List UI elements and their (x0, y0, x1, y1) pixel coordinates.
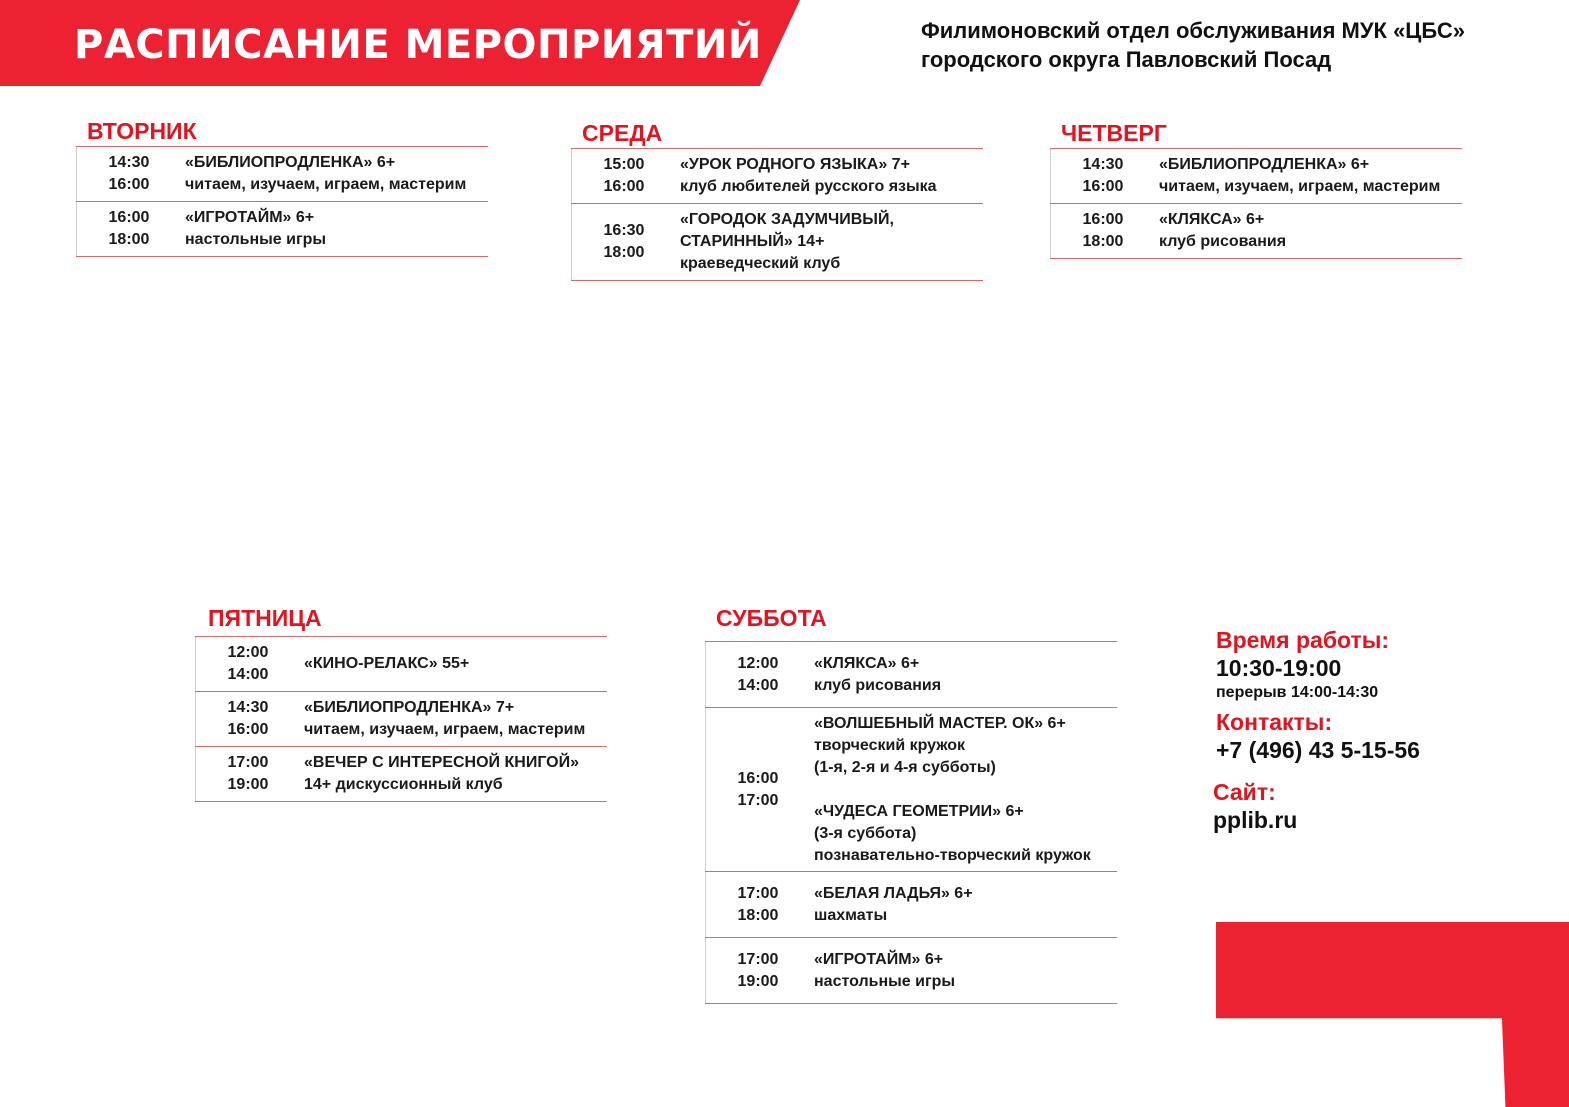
hours-label: Время работы: (1216, 627, 1390, 653)
schedule-list (195, 636, 607, 802)
day-title: ВТОРНИК (87, 118, 197, 144)
end-time: 14:00 (227, 666, 269, 683)
event-subtitle: настольные игры (814, 972, 956, 990)
event-title: «ИГРОТАЙМ» 6+ (185, 209, 315, 226)
event-description (810, 949, 955, 993)
schedule-row (76, 202, 488, 257)
organization-line-2: городского округа Павловский Посад (921, 47, 1332, 72)
schedule-row (571, 204, 983, 281)
schedule-list (705, 641, 1117, 1004)
schedule-list (1050, 148, 1462, 259)
info-panel (1213, 626, 1420, 834)
schedule-row (705, 938, 1117, 1004)
event-subtitle: читаем, изучаем, играем, мастерим (304, 721, 586, 738)
start-time: 17:00 (227, 754, 269, 771)
day-title: ПЯТНИЦА (208, 605, 322, 631)
event-subtitle: настольные игры (185, 231, 327, 248)
event-title: «ЧУДЕСА ГЕОМЕТРИИ» 6+ (814, 802, 1024, 820)
day-wednesday (571, 118, 983, 281)
site-link[interactable]: pplib.ru (1213, 807, 1298, 833)
event-subtitle: творческий кружок (814, 736, 965, 754)
break-text: перерыв 14:00-14:30 (1216, 684, 1379, 701)
event-description (810, 713, 1091, 867)
end-time: 18:00 (737, 906, 779, 924)
event-title: «БИБЛИОПРОДЛЕНКА» 7+ (304, 699, 515, 716)
day-title: СРЕДА (582, 120, 663, 146)
page-title: РАСПИСАНИЕ МЕРОПРИЯТИЙ (74, 22, 762, 68)
start-time: 14:30 (108, 154, 150, 171)
start-time: 16:00 (1082, 211, 1124, 228)
event-time (705, 872, 810, 937)
schedule-row (1050, 149, 1462, 204)
event-note: (1-я, 2-я и 4-я субботы) (814, 758, 996, 776)
start-time: 16:00 (108, 209, 150, 226)
end-time: 16:00 (227, 721, 269, 738)
start-time: 15:00 (603, 156, 645, 173)
event-title: «ИГРОТАЙМ» 6+ (814, 950, 944, 968)
event-subtitle: читаем, изучаем, играем, мастерим (1159, 178, 1441, 195)
event-description (676, 154, 937, 198)
end-time: 19:00 (737, 972, 779, 990)
event-time (1050, 204, 1155, 258)
event-description (300, 752, 579, 796)
event-time (195, 747, 300, 801)
event-description (181, 152, 466, 196)
event-description (300, 697, 585, 741)
day-title: СУББОТА (716, 605, 827, 631)
event-title: «КЛЯКСА» 6+ (1159, 211, 1265, 228)
organization-name (921, 16, 1465, 74)
end-time: 14:00 (737, 676, 779, 694)
event-time (571, 204, 676, 280)
schedule-row (1050, 204, 1462, 259)
start-time: 16:30 (603, 222, 645, 239)
event-description (810, 883, 973, 927)
schedule-list (571, 148, 983, 281)
event-title: «БИБЛИОПРОДЛЕНКА» 6+ (185, 154, 396, 171)
event-title: «КЛЯКСА» 6+ (814, 654, 920, 672)
schedule-row (195, 692, 607, 747)
event-subtitle: клуб любителей русского языка (680, 178, 937, 195)
site-label: Сайт: (1213, 779, 1276, 805)
day-tuesday (76, 116, 488, 257)
event-time (195, 692, 300, 746)
event-subtitle: читаем, изучаем, играем, мастерим (185, 176, 467, 193)
start-time: 12:00 (227, 644, 269, 661)
end-time: 16:00 (1082, 178, 1124, 195)
event-description (1155, 154, 1440, 198)
corner-decoration (1216, 922, 1569, 1107)
event-time (76, 202, 181, 256)
event-time (705, 708, 810, 871)
organization-line-1: Филимоновский отдел обслуживания МУК «ЦБС» (921, 18, 1466, 43)
event-note: (3-я суббота) (814, 824, 917, 842)
event-time (571, 149, 676, 203)
event-time (705, 938, 810, 1003)
start-time: 14:30 (1082, 156, 1124, 173)
schedule-row (76, 147, 488, 202)
event-time (76, 147, 181, 201)
end-time: 17:00 (737, 791, 779, 809)
event-time (195, 637, 300, 691)
end-time: 18:00 (108, 231, 150, 248)
end-time: 18:00 (1082, 233, 1124, 250)
schedule-row (571, 149, 983, 204)
day-saturday (705, 603, 1117, 1004)
event-title: «БЕЛАЯ ЛАДЬЯ» 6+ (814, 884, 973, 902)
event-subtitle: 14+ дискуссионный клуб (304, 776, 503, 793)
end-time: 18:00 (603, 244, 645, 261)
event-spacer (814, 779, 1091, 801)
day-thursday (1050, 118, 1462, 259)
event-subtitle: клуб рисования (814, 676, 942, 694)
event-title: «ВЕЧЕР С ИНТЕРЕСНОЙ КНИГОЙ» (304, 754, 580, 771)
end-time: 19:00 (227, 776, 269, 793)
event-title: «УРОК РОДНОГО ЯЗЫКА» 7+ (680, 156, 910, 173)
day-friday (195, 603, 607, 802)
hours-value: 10:30-19:00 (1216, 655, 1342, 681)
schedule-row (195, 747, 607, 802)
event-description (1155, 209, 1286, 253)
event-description (810, 653, 941, 697)
event-subtitle: краеведческий клуб (680, 255, 841, 272)
schedule-row (195, 637, 607, 692)
event-subtitle: познавательно-творческий кружок (814, 846, 1091, 864)
event-description (181, 207, 326, 251)
day-title: ЧЕТВЕРГ (1061, 120, 1167, 146)
event-description (300, 653, 469, 675)
event-title: «БИБЛИОПРОДЛЕНКА» 6+ (1159, 156, 1370, 173)
start-time: 14:30 (227, 699, 269, 716)
event-title: СТАРИННЫЙ» 14+ (680, 233, 825, 250)
schedule-list (76, 146, 488, 257)
event-time (1050, 149, 1155, 203)
event-subtitle: клуб рисования (1159, 233, 1287, 250)
event-title: «ВОЛШЕБНЫЙ МАСТЕР. ОК» 6+ (814, 714, 1066, 732)
contacts-label: Контакты: (1216, 709, 1333, 735)
event-title: «ГОРОДОК ЗАДУМЧИВЫЙ, (680, 211, 894, 228)
event-subtitle: шахматы (814, 906, 888, 924)
start-time: 17:00 (737, 884, 779, 902)
schedule-row (705, 708, 1117, 872)
schedule-row (705, 872, 1117, 938)
event-time (705, 642, 810, 707)
schedule-row (705, 642, 1117, 708)
start-time: 17:00 (737, 950, 779, 968)
event-description (676, 209, 894, 275)
event-title: «КИНО-РЕЛАКС» 55+ (304, 655, 470, 672)
phone-number[interactable]: +7 (496) 43 5-15-56 (1216, 737, 1420, 763)
end-time: 16:00 (603, 178, 645, 195)
start-time: 12:00 (737, 654, 779, 672)
end-time: 16:00 (108, 176, 150, 193)
start-time: 16:00 (737, 769, 779, 787)
